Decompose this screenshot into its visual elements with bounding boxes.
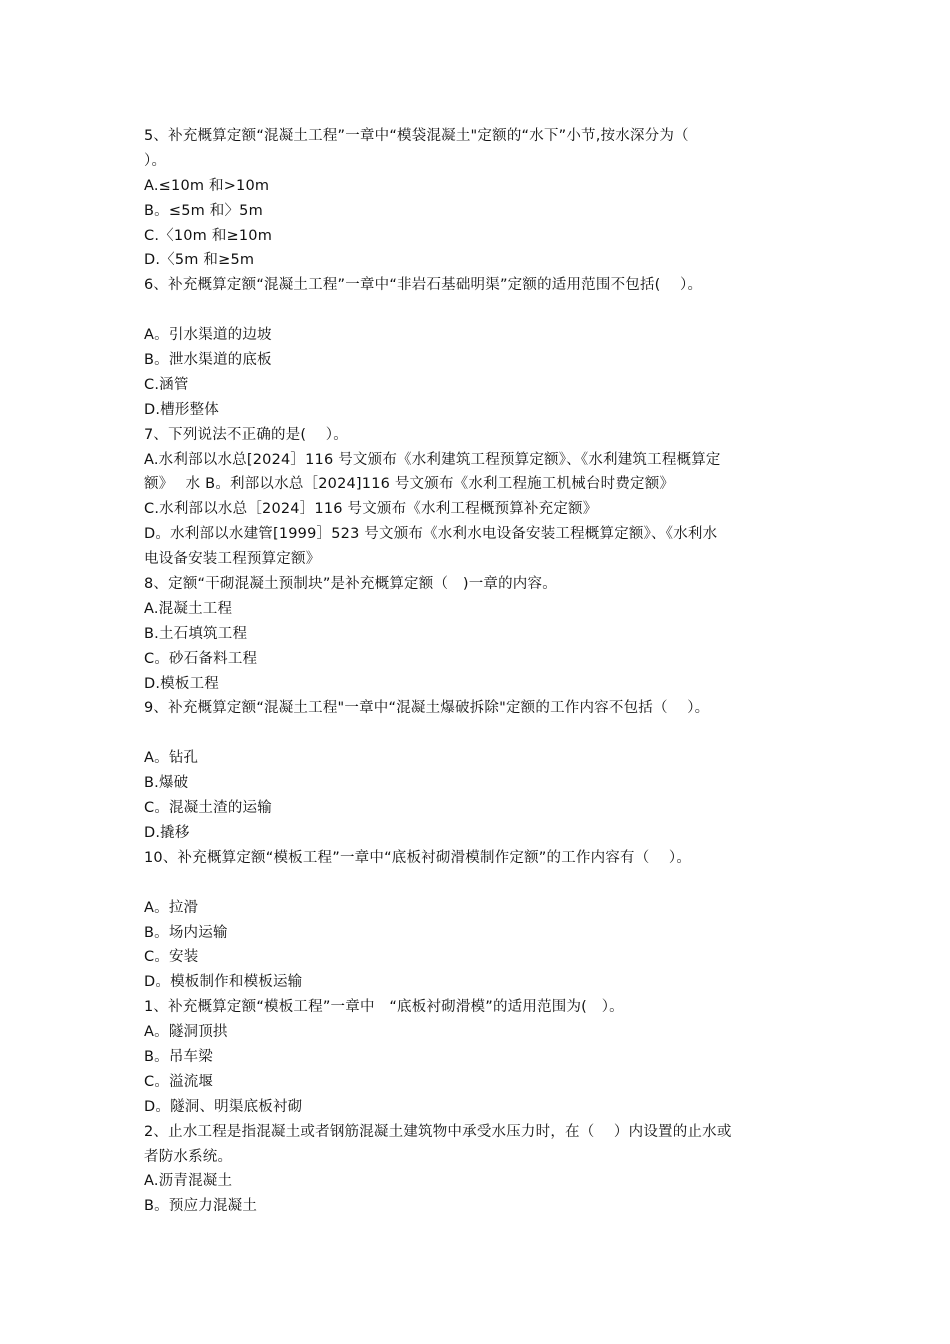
question-1-option-d: D。隧洞、明渠底板衬砌 — [144, 1098, 303, 1115]
question-5-option-c: C.〈10m 和≥10m — [144, 227, 273, 244]
question-8-option-d: D.模板工程 — [144, 675, 219, 692]
question-2-option-a: A.沥青混凝土 — [144, 1173, 233, 1190]
blank-line — [144, 298, 824, 323]
question-6-option-d: D.槽形整体 — [144, 401, 219, 418]
question-10-option-d: D。模板制作和模板运输 — [144, 974, 303, 991]
question-10-option-c: C。安装 — [144, 949, 199, 966]
question-7-option-a: A.水利部以水总[2024］116 号文颁布《水利建筑工程预算定额》、《水利建筑工程概算定 — [144, 451, 721, 468]
question-1-option-a: A。隧洞顶拱 — [144, 1024, 228, 1041]
question-5-option-b: B。≤5m 和〉5m — [144, 202, 263, 219]
question-8-option-c: C。砂石备料工程 — [144, 650, 258, 667]
question-5-stem: 5、补充概算定额“混凝土工程”一章中“模袋混凝土"定额的“水下”小节,按水深分为（ — [144, 128, 689, 144]
question-7-stem: 7、下列说法不正确的是( ）。 — [144, 426, 348, 443]
question-5-option-d: D.〈5m 和≥5m — [144, 252, 255, 269]
question-9-option-c: C。混凝土渣的运输 — [144, 800, 272, 817]
question-9-option-d: D.撬移 — [144, 824, 190, 841]
question-5-stem-cont: ）。 — [144, 152, 167, 169]
question-7-option-d-cont: 电设备安装工程预算定额》 — [144, 551, 321, 568]
question-10-stem: 10、补充概算定额“模板工程”一章中“底板衬砌滑模制作定额”的工作内容有（ ）。 — [144, 849, 692, 866]
question-1-option-c: C。溢流堰 — [144, 1073, 214, 1090]
question-2-stem: 2、止水工程是指混凝土或者钢筋混凝土建筑物中承受水压力时，在（ ）内设置的止水或 — [144, 1123, 732, 1140]
question-6-option-b: B。泄水渠道的底板 — [144, 352, 272, 369]
question-10-option-b: B。场内运输 — [144, 924, 228, 941]
question-5-option-a: A.≤10m 和>10m — [144, 177, 270, 194]
blank-line — [144, 871, 824, 896]
question-6-stem: 6、补充概算定额“混凝土工程”一章中“非岩石基础明渠”定额的适用范围不包括( ）。 — [144, 277, 703, 294]
question-8-stem: 8、定额“干砌混凝土预制块”是补充概算定额（ )一章的内容。 — [144, 576, 557, 593]
question-9-option-b: B.爆破 — [144, 775, 189, 792]
document-body — [144, 124, 824, 1219]
question-9-option-a: A。钻孔 — [144, 750, 199, 767]
question-8-option-b: B.土石填筑工程 — [144, 625, 248, 642]
question-6-option-c: C.涵管 — [144, 376, 189, 393]
question-2-stem-cont: 者防水系统。 — [144, 1148, 233, 1165]
question-2-option-b: B。预应力混凝土 — [144, 1198, 258, 1215]
question-8-option-a: A.混凝土工程 — [144, 600, 233, 617]
question-7-option-d: D。水利部以水建管[1999］523 号文颁布《水利水电设备安装工程概算定额》、《水利水 — [144, 526, 718, 543]
question-7-option-a-cont: 额》 水 B。利部以水总［2024]116 号文颁布《水利工程施工机械台时费定额》 — [144, 476, 675, 493]
blank-line — [144, 721, 824, 746]
question-10-option-a: A。拉滑 — [144, 899, 199, 916]
question-1-option-b: B。吊车梁 — [144, 1048, 213, 1065]
question-9-stem: 9、补充概算定额“混凝土工程"一章中“混凝土爆破拆除"定额的工作内容不包括（ ）。 — [144, 700, 710, 717]
question-1-stem: 1、补充概算定额“模板工程”一章中 “底板衬砌滑模”的适用范围为( ）。 — [144, 999, 624, 1016]
question-6-option-a: A。引水渠道的边坡 — [144, 327, 272, 344]
question-7-option-c: C.水利部以水总［2024］116 号文颁布《水利工程概预算补充定额》 — [144, 501, 598, 518]
